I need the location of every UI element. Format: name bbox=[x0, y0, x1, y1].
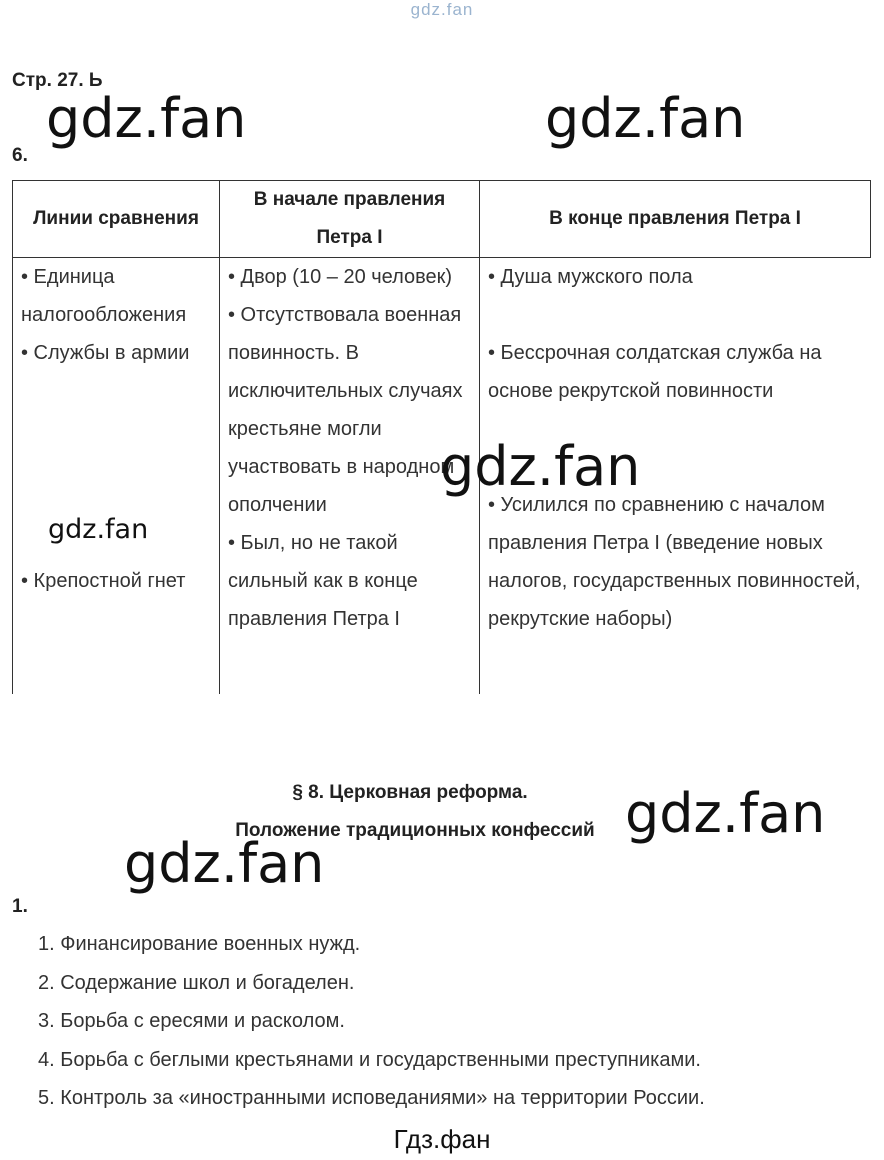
list-item: 1. Финансирование военных нужд. bbox=[38, 933, 361, 955]
comparison-lines-cell bbox=[13, 258, 220, 695]
watermark: gdz.fan bbox=[625, 782, 826, 845]
line-tax-unit: • Единица налогообложения bbox=[21, 266, 187, 326]
begin-tax-unit: • Двор (10 – 20 человек) bbox=[228, 266, 453, 288]
page-reference: Стр. 27. Ь bbox=[12, 70, 103, 91]
header-beginning-of-reign: В начале правления Петра I bbox=[220, 181, 480, 258]
list-item: 5. Контроль за «иностранными исповеданиями» на территории России. bbox=[38, 1087, 705, 1109]
task-1-number: 1. bbox=[12, 896, 28, 917]
header-comparison-lines: Линии сравнения bbox=[13, 181, 220, 258]
table-header-row bbox=[13, 181, 871, 258]
top-watermark: gdz.fan bbox=[410, 0, 474, 19]
footer-watermark: Гдз.фан bbox=[393, 1124, 491, 1154]
watermark: gdz.fan bbox=[46, 87, 247, 150]
watermark: gdz.fan bbox=[124, 832, 325, 895]
list-item: 2. Содержание школ и богаделен. bbox=[38, 971, 355, 994]
watermark: gdz.fan bbox=[545, 87, 746, 150]
section-title: § 8. Церковная реформа. bbox=[292, 782, 528, 803]
line-serfdom: • Крепостной гнет bbox=[21, 570, 186, 592]
section-subtitle: Положение традиционных конфессий bbox=[235, 820, 595, 841]
watermark: gdz.fan bbox=[440, 435, 641, 498]
line-army-service: • Службы в армии bbox=[21, 342, 190, 364]
watermark: gdz.fan bbox=[48, 514, 149, 545]
list-item: 4. Борьба с беглыми крестьянами и государственными преступниками. bbox=[38, 1048, 701, 1071]
end-army-service: • Бессрочная солдатская служба на основе рекрутской повинности bbox=[488, 342, 822, 402]
begin-army-service: • Отсутствовала военная повинность. В исключительных случаях крестьяне могли участвовать в народном ополчении bbox=[228, 304, 463, 516]
header-end-of-reign: В конце правления Петра I bbox=[480, 181, 871, 258]
task-6-number: 6. bbox=[12, 145, 28, 166]
end-tax-unit: • Душа мужского пола bbox=[488, 266, 693, 288]
list-item: 3. Борьба с ересями и расколом. bbox=[38, 1010, 345, 1032]
end-serfdom: • Усилился по сравнению с началом правления Петра I (введение новых налогов, государственных повинностей, рекрутские наборы) bbox=[488, 494, 861, 630]
task-1-list bbox=[38, 925, 705, 1118]
begin-serfdom: • Был, но не такой сильный как в конце правления Петра I bbox=[228, 532, 418, 630]
